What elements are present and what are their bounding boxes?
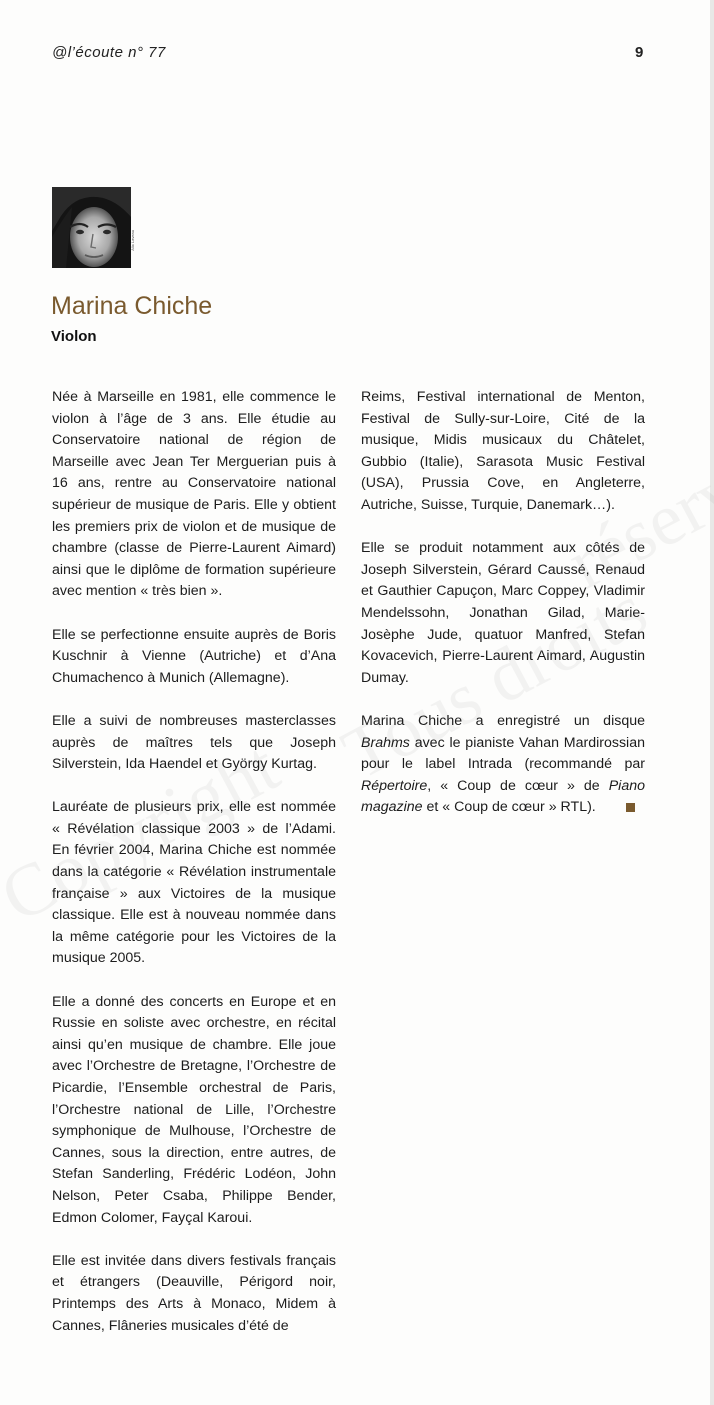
artist-name: Marina Chiche (51, 292, 213, 320)
artist-instrument: Violon (51, 328, 97, 345)
page-number: 9 (635, 44, 644, 61)
bio-paragraph-recording (361, 711, 645, 819)
portrait-photo (52, 187, 131, 268)
text-run: et « Coup de cœur » RTL). (422, 799, 596, 816)
portrait-image-icon (52, 187, 131, 268)
bio-paragraph: Née à Marseille en 1981, elle commence le violon à l’âge de 3 ans. Elle étudie au Conservatoire national de région de Marseille avec Jean Ter Merguerian puis à 16 ans, rentre au Conservatoire national supérieur de musique de Paris. Elle y obtient les premiers prix de violon et de musique de chambre (classe de Pierre-Laurent Aimard) ainsi que le diplôme de formation supérieure avec mention « très bien ». (52, 389, 336, 600)
bio-paragraph: Lauréate de plusieurs prix, elle est nommée « Révélation classique 2003 » de l’Adami. En février 2004, Marina Chiche est nommée dans la catégorie « Révélation instrumentale française » aux Victoires de la musique classique. Elle est à nouveau nommée dans la même catégorie pour les Victoires de la musique 2005. (52, 799, 336, 967)
page-edge (710, 0, 714, 1405)
bio-paragraph: Elle a suivi de nombreuses masterclasses auprès de maîtres tels que Joseph Silverstein, Ida Haendel et György Kurtag. (52, 712, 336, 773)
bio-column-right (361, 387, 645, 840)
magazine-title: Piano magazine (361, 777, 645, 816)
text-run: avec le pianiste Vahan Mardirossian pour le label Intrada (recommandé par (361, 734, 645, 773)
photo-credit: Alix Laveau (130, 230, 135, 251)
bio-paragraph: Elle est invitée dans divers festivals français et étrangers (Deauville, Périgord noir, Printemps des Arts à Monaco, Midem à Cannes, Flâneries musicales d’été de (52, 1252, 336, 1334)
bio-column-left (52, 387, 336, 1359)
bio-paragraph: Reims, Festival international de Menton, Festival de Sully-sur-Loire, Cité de la musique, Midis musicaux du Châtelet, Gubbio (Italie), Sarasota Music Festival (USA), Prussia Cove, en Angleterre, Autriche, Suisse, Turquie, Danemark…). (361, 389, 645, 513)
text-run: , « Coup de cœur » de (427, 777, 609, 794)
text-run: Marina Chiche a enregistré un disque (361, 712, 645, 729)
bio-paragraph: Elle a donné des concerts en Europe et en Russie en soliste avec orchestre, en récital ainsi qu’en musique de chambre. Elle joue avec l’Orchestre de Bretagne, l’Orchestre de Picardie, l’Ensemble orchestral de Paris, l’Orchestre national de Lille, l’Orchestre symphonique de Mulhouse, l’Orchestre de Cannes, sous la direction, entre autres, de Stefan Sanderling, Frédéric Lodéon, John Nelson, Peter Csaba, Philippe Bender, Edmon Colomer, Fayçal Karoui. (52, 993, 336, 1226)
publication-header: @l’écoute n° 77 (52, 44, 166, 61)
end-of-article-mark (626, 803, 635, 812)
bio-paragraph: Elle se perfectionne ensuite auprès de Boris Kuschnir à Vienne (Autriche) et d’Ana Chumachenco à Munich (Allemagne). (52, 626, 336, 686)
magazine-title: Répertoire (361, 777, 428, 794)
album-title: Brahms (361, 734, 410, 751)
bio-paragraph: Elle se produit notamment aux côtés de Joseph Silverstein, Gérard Caussé, Renaud et Gauthier Capuçon, Marc Coppey, Vladimir Mendelssohn, Jonathan Gilad, Marie-Josèphe Jude, quatuor Manfred, Stefan Kovacevich, Pierre-Laurent Aimard, Augustin Dumay. (361, 540, 645, 686)
